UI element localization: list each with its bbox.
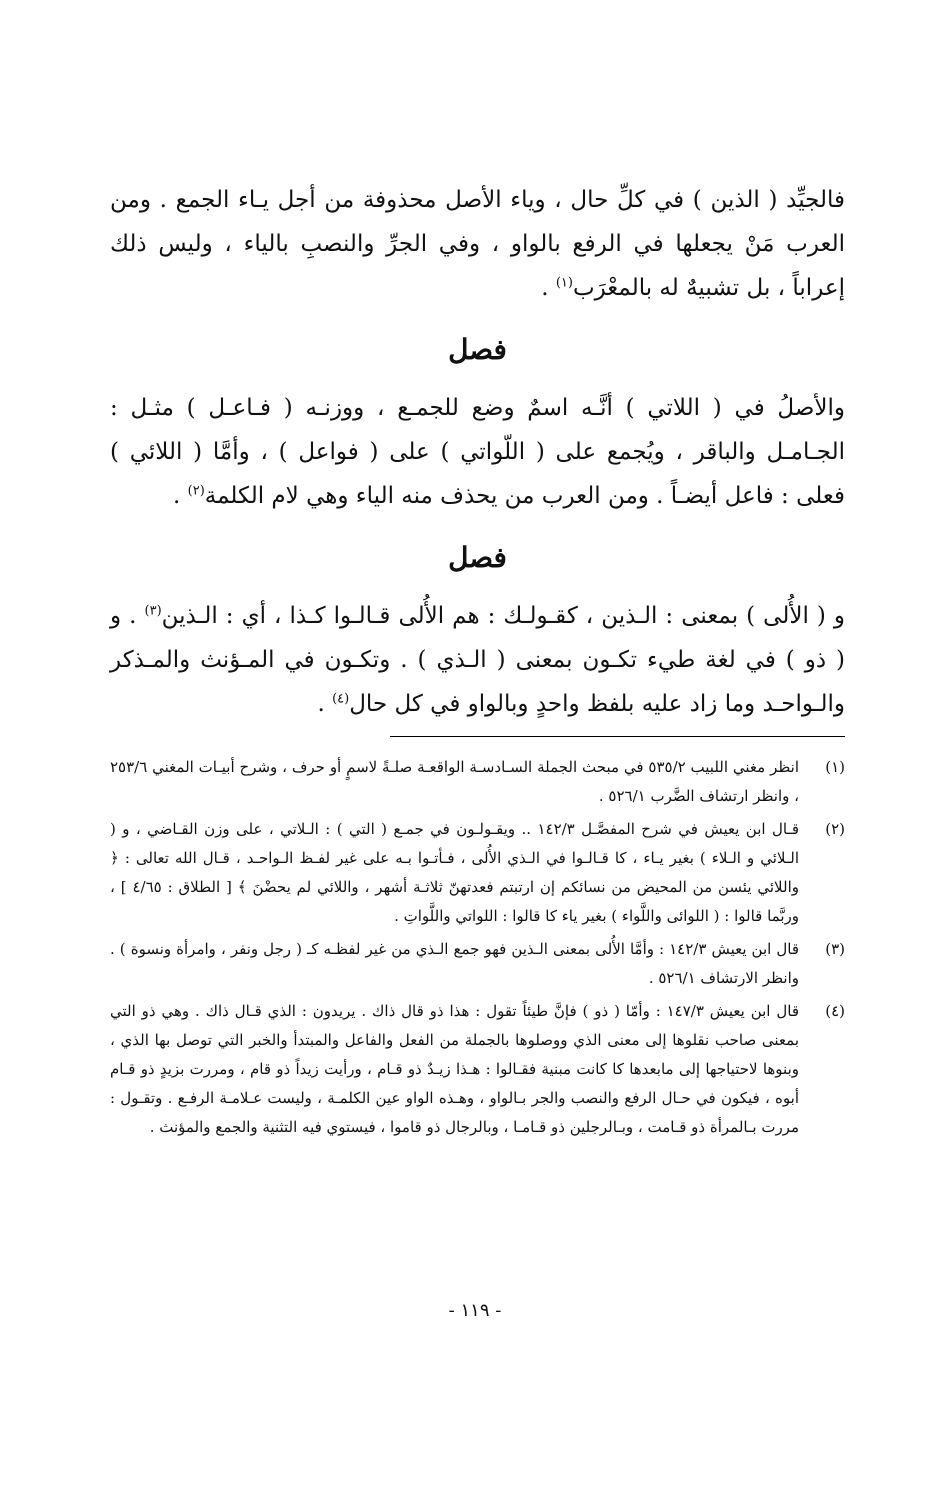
paragraph-2-end: .: [173, 483, 188, 509]
footnote-2: [110, 815, 845, 931]
paragraph-2-text: والأصلُ في ( اللاتي ) أنَّـه اسمٌ وضع للجمـع ، ووزنـه ( فـاعـل ) مثـل : الجـامـل والباقر ، ويُجمع على ( اللّواتي ) على ( فواعل ) ، وأمَّا ( اللائي ) فعلى : فاعل أيضـاً . ومن العرب من يحذف منه الياء وهي لام الكلمة: [110, 395, 845, 509]
footnote-4: [110, 997, 845, 1142]
footnote-text: قال ابن يعيش ١٤٢/٣ : وأمَّا الأُلى بمعنى الـذين فهو جمع الـذي من غير لفظـه كـ ( رجل ونفر ، وامرأة ونسوة ) . وانظر الارتشاف ٥٢٦/١ .: [110, 940, 799, 987]
footnote-number: (١): [825, 758, 845, 776]
footnote-ref-4: (٤): [332, 691, 350, 707]
footnote-1: [110, 753, 845, 811]
main-text: [110, 178, 845, 726]
footnote-3: [110, 935, 845, 993]
paragraph-3-text-a: و ( الأُلى ) بمعنى : الـذين ، كقـولـك : هم الأُلى قـالـوا كـذا ، أي : الـذين: [161, 603, 845, 629]
footnote-ref-3: (٣): [144, 603, 162, 619]
paragraph-3-text-b: . و ( ذو ) في لغة طيء تكـون بمعنى ( الـذي ) . وتكـون في المـؤنث والمـذكر والـواحـد وما زاد عليه بلفظ واحدٍ وبالواو في كل حال: [110, 603, 845, 717]
section-heading-2: فصل: [448, 541, 507, 574]
paragraph-1-text: فالجيِّد ( الذين ) في كلِّ حال ، وياء الأصل محذوفة من أجل يـاء الجمع . ومن العرب مَنْ يجعلها في الرفع بالواو ، وفي الجرِّ والنصبِ بالياء ، وليس ذلك إعراباً ، بل تشبيهٌ له بالمعْرَب: [110, 187, 845, 301]
footnote-text: قـال ابن يعيش في شرح المفصَّـل ١٤٢/٣ .. ويقـولـون في جمـع ( التي ) : الـلاتي ، على وزن القـاضي ، و ( الـلائي و الـلاء ) بغير يـاء ، كا قـالـوا في الـذي الأُلى ، فـأتـوا بـه على غير لفـظ الـواحـد ، قـال الله تعالى : ﴿ واللائي يئسن من المحيض من نسائكم إن ارتبتم فعدتهنّ ثلاثـة أشهر ، واللائي لم يحضْنَ ﴾ [ الطلاق : ٤/٦٥ ] ، وربَّما قالوا : ( اللوائى واللَّواء ) بغير ياء كا قالوا : اللواتي واللَّواتِ .: [110, 820, 799, 925]
footnote-ref-2: (٢): [187, 483, 205, 499]
footnote-ref-1: (١): [555, 275, 573, 291]
paragraph-3: [110, 594, 845, 726]
paragraph-1-end: .: [541, 275, 556, 301]
footnote-divider: [390, 736, 845, 737]
document-page: [110, 178, 845, 1146]
section-heading-1: فصل: [448, 333, 507, 366]
footnotes: [110, 753, 845, 1142]
paragraph-2: [110, 386, 845, 518]
footnote-text: قال ابن يعيش ١٤٧/٣ : وأمّا ( ذو ) فإنَّ طيئاً تقول : هذا ذو قال ذاك . يريدون : الذي قـال ذاك . وهي ذو التي بمعنى صاحب نقلوها إلى معنى الذي ووصلوها بالجملة من الفعل والفاعل والمبتدأ والخبر التي توصل بها الذي ، وبنوها لاحتياجها إلى مابعدها كا كانت مبنية فقـالوا : هـذا زيـدٌ ذو قـام ، ورأيت زيداً ذو قام ، ومررت بزيدٍ ذو قـام أبوه ، فيكون في حـال الرفع والنصب والجر بـالواو ، وهـذه الواو عين الكلمـة ، وليست عـلامـة الرفـع . وتقـول : مررت بـالمرأة ذو قـامت ، وبـالرجلين ذو قـامـا ، وبالرجال ذو قاموا ، فيستوي فيه التثنية والجمع والمؤنث .: [110, 1002, 799, 1136]
footnote-text: انظر مغني اللبيب ٥٣٥/٢ في مبحث الجملة السـادسـة الواقعـة صلـةً لاسمٍ أو حرف ، وشرح أبيـات المغني ٢٥٣/٦ ، وانظر ارتشاف الضَّرب ٥٢٦/١ .: [110, 758, 799, 805]
paragraph-1: [110, 178, 845, 310]
page-number: - ١١٩ -: [448, 1300, 502, 1321]
footnote-number: (٢): [825, 820, 845, 838]
footnote-number: (٣): [825, 940, 845, 958]
footnote-number: (٤): [825, 1002, 845, 1020]
paragraph-3-end: .: [317, 691, 333, 717]
